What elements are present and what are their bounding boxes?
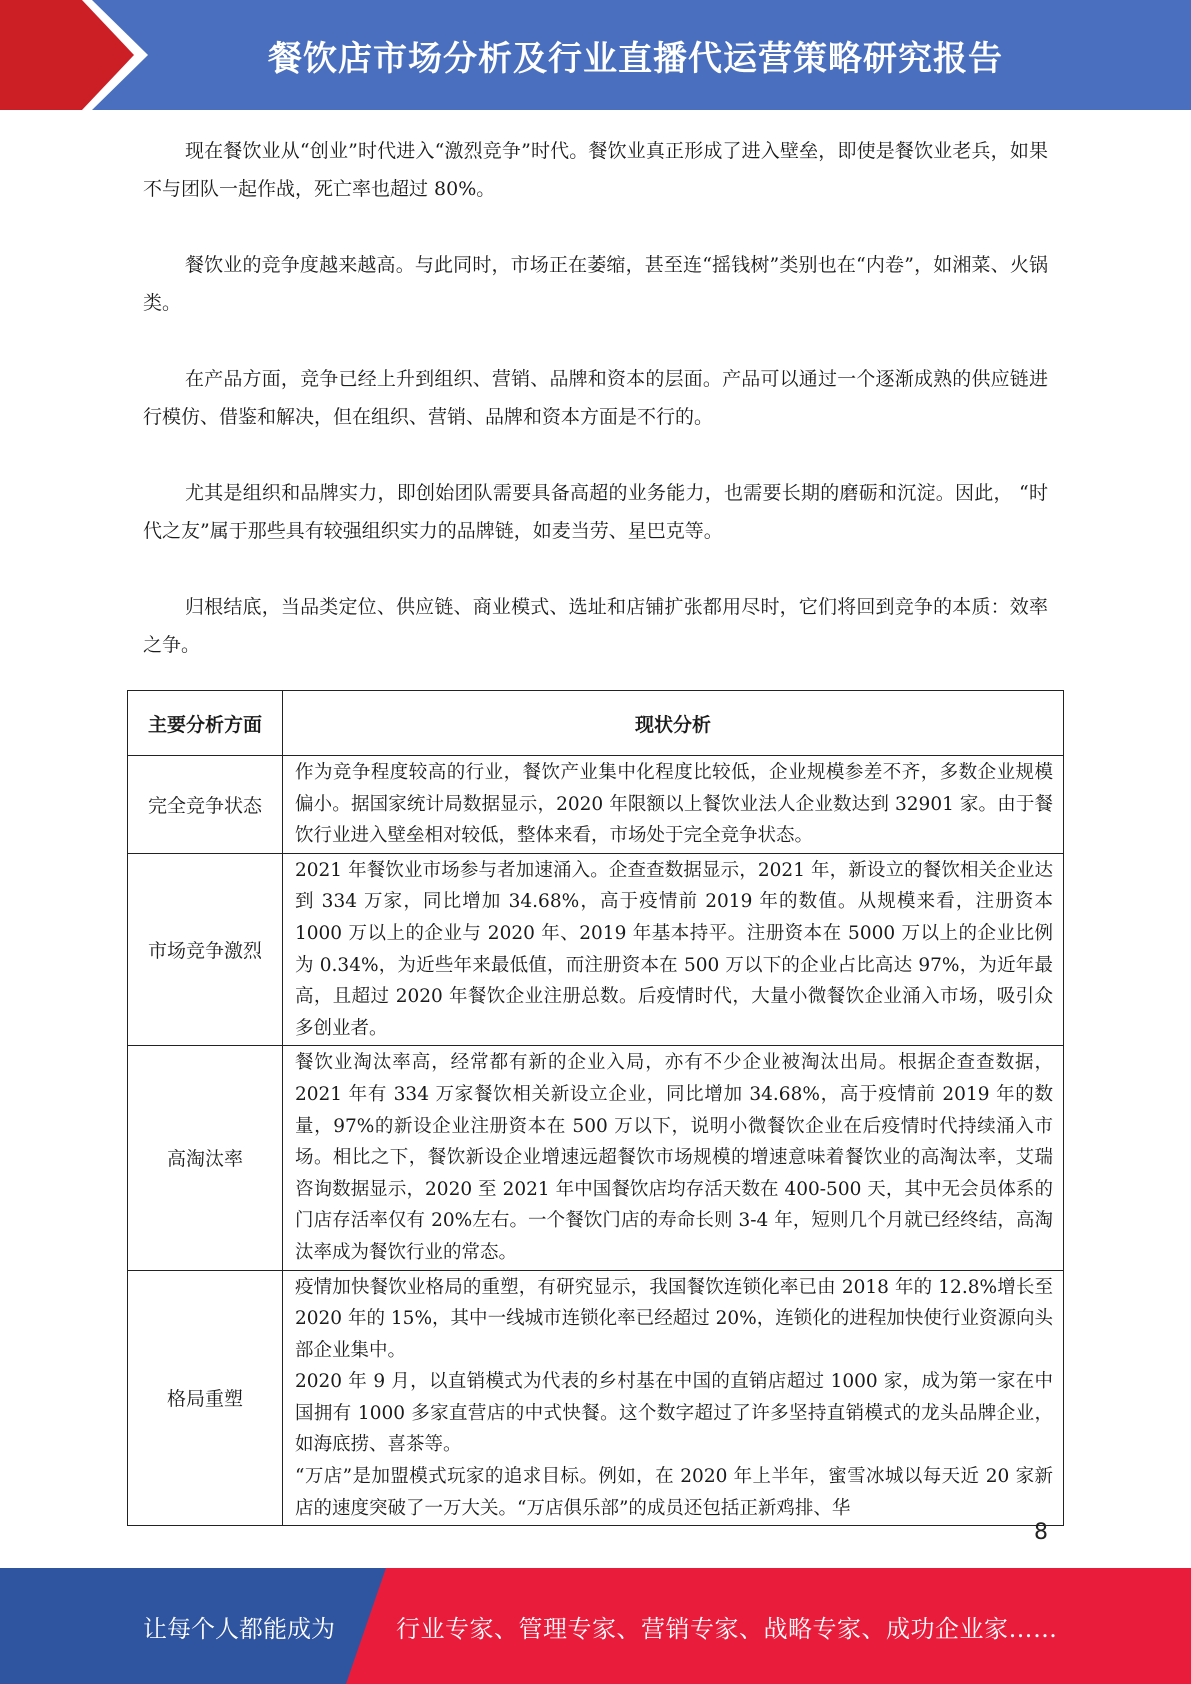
analysis-cell — [283, 1270, 1064, 1526]
table-row — [128, 756, 1064, 854]
analysis-text: 疫情加快餐饮业格局的重塑，有研究显示，我国餐饮连锁化率已由 2018 年的 12.8%增长至 2020 年的 15%，其中一线城市连锁化率已经超过 20%，连锁化的进程加快使行业资源向头部企业集中。 — [295, 1276, 1053, 1361]
column-header-aspect: 主要分析方面 — [128, 691, 283, 756]
paragraph: 归根结底，当品类定位、供应链、商业模式、选址和店铺扩张都用尽时，它们将回到竞争的本质：效率之争。 — [143, 596, 1048, 656]
footer-banner — [0, 1568, 1191, 1684]
table-header-row — [128, 691, 1064, 756]
analysis-text: “万店”是加盟模式玩家的追求目标。例如，在 2020 年上半年，蜜雪冰城以每天近 20 家新店的速度突破了一万大关。“万店俱乐部”的成员还包括正新鸡排、华 — [295, 1466, 1053, 1519]
analysis-text: 2021 年餐饮业市场参与者加速涌入。企查查数据显示，2021 年，新设立的餐饮相关企业达到 334 万家，同比增加 34.68%，高于疫情前 2019 年的数值。从规模来看，注册资本 1000 万以上的企业与 2020 年、2019 年基本持平。注册资本在 5000 万以上的企业比例为 0.34%，为近些年来最低值，而注册资本在 500 万以下的企业占比高达 97%，为近年最高，且超过 2020 年餐饮企业注册总数。后疫情时代，大量小微餐饮企业涌入市场，吸引众多创业者。 — [295, 859, 1053, 1039]
analysis-cell — [283, 756, 1064, 854]
footer-slogan-right: 行业专家、管理专家、营销专家、战略专家、成功企业家…… — [396, 1614, 1058, 1643]
table-row — [128, 1270, 1064, 1526]
column-header-analysis: 现状分析 — [283, 691, 1064, 756]
header-arrow-decoration — [0, 0, 160, 110]
body-text — [143, 132, 1048, 702]
analysis-text: 作为竞争程度较高的行业，餐饮产业集中化程度比较低，企业规模参差不齐，多数企业规模偏小。据国家统计局数据显示，2020 年限额以上餐饮业法人企业数达到 32901 家。由于餐饮行业进入壁垒相对较低，整体来看，市场处于完全竞争状态。 — [295, 762, 1053, 847]
report-title: 餐饮店市场分析及行业直播代运营策略研究报告 — [268, 38, 1003, 79]
aspect-cell: 完全竞争状态 — [128, 756, 283, 854]
analysis-text: 餐饮业淘汰率高，经常都有新的企业入局，亦有不少企业被淘汰出局。根据企查查数据，2021 年有 334 万家餐饮相关新设立企业，同比增加 34.68%，高于疫情前 2019 年的数量，97%的新设企业注册资本在 500 万以下，说明小微餐饮企业在后疫情时代持续涌入市场。相比之下，餐饮新设企业增速远超餐饮市场规模的增速意味着餐饮业的高淘汰率，艾瑞咨询数据显示，2020 至 2021 年中国餐饮店均存活天数在 400-500 天，其中无会员体系的门店存活率仅有 20%左右。一个餐饮门店的寿命长则 3-4 年，短则几个月就已经终结，高淘汰率成为餐饮行业的常态。 — [295, 1052, 1053, 1263]
header-banner — [0, 0, 1191, 110]
aspect-cell: 格局重塑 — [128, 1270, 283, 1526]
analysis-cell — [283, 1046, 1064, 1270]
paragraph: 餐饮业的竞争度越来越高。与此同时，市场正在萎缩，甚至连“摇钱树”类别也在“内卷”，如湘菜、火锅类。 — [143, 254, 1048, 314]
analysis-cell — [283, 853, 1064, 1046]
paragraph: 在产品方面，竞争已经上升到组织、营销、品牌和资本的层面。产品可以通过一个逐渐成熟的供应链进行模仿、借鉴和解决，但在组织、营销、品牌和资本方面是不行的。 — [143, 368, 1048, 428]
table-row — [128, 853, 1064, 1046]
analysis-table — [127, 690, 1064, 1526]
aspect-cell: 市场竞争激烈 — [128, 853, 283, 1046]
paragraph: 现在餐饮业从“创业”时代进入“激烈竞争”时代。餐饮业真正形成了进入壁垒，即使是餐饮业老兵，如果不与团队一起作战，死亡率也超过 80%。 — [143, 140, 1048, 200]
paragraph: 尤其是组织和品牌实力，即创始团队需要具备高超的业务能力，也需要长期的磨砺和沉淀。因此， “时代之友”属于那些具有较强组织实力的品牌链，如麦当劳、星巴克等。 — [143, 482, 1048, 542]
table-row — [128, 1046, 1064, 1270]
page-number: 8 — [1034, 1520, 1048, 1545]
footer-slogan-left: 让每个人都能成为 — [143, 1614, 335, 1643]
analysis-text: 2020 年 9 月，以直销模式为代表的乡村基在中国的直销店超过 1000 家，成为第一家在中国拥有 1000 多家直营店的中式快餐。这个数字超过了许多坚持直销模式的龙头品牌企业，如海底捞、喜茶等。 — [295, 1371, 1053, 1456]
aspect-cell: 高淘汰率 — [128, 1046, 283, 1270]
